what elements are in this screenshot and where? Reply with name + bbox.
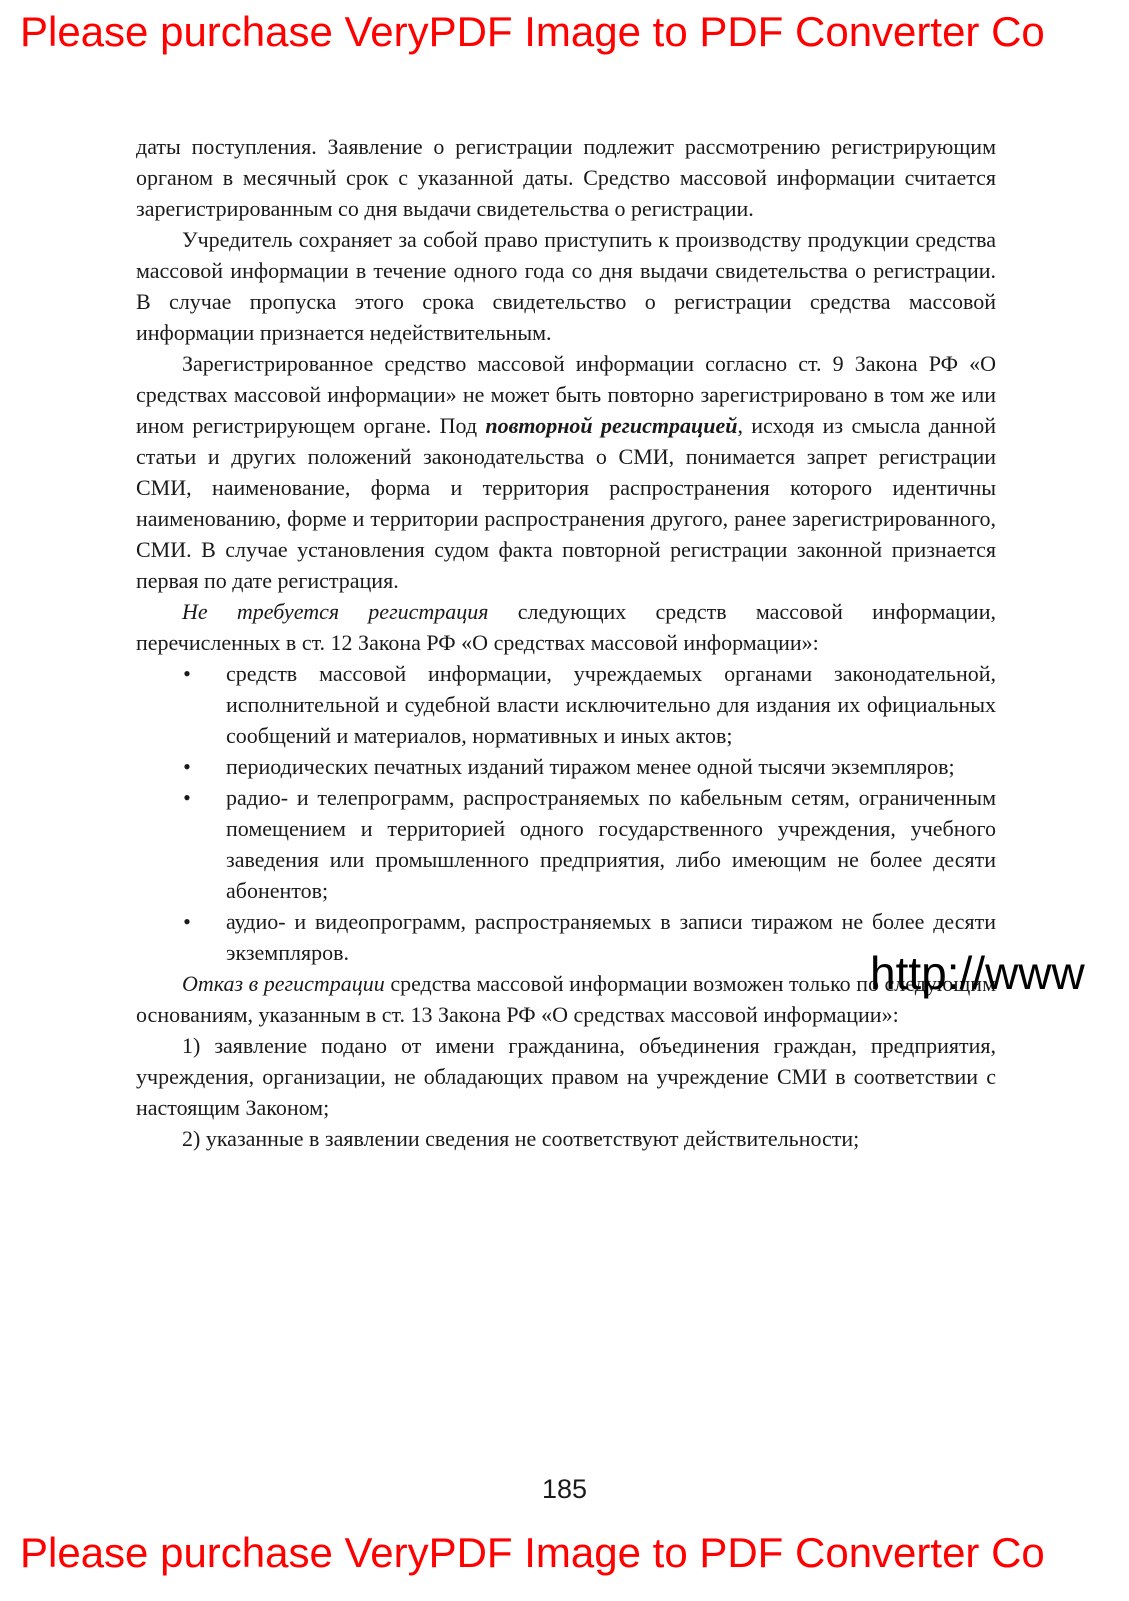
paragraph-5-text: средства массовой информации возможен только по следующим основаниям, указанным в ст. 13 Закона РФ «О средствах массовой информации»: [136, 971, 997, 1027]
list-item-text: средств массовой информации, учреждаемых органами законодательной, исполнительной и судебной власти исключительно для издания их официальных сообщений и материалов, нормативных и иных актов; [226, 661, 996, 748]
list-item-text: аудио- и видеопрограмм, распространяемых в записи тиражом не более десяти экземпляров. [226, 909, 996, 965]
paragraph-2: Учредитель сохраняет за собой право приступить к производству продукции средства массовой информации в течение одного года со дня выдачи свидетельства о регистрации. В случае пропуска этого срока свидетельство о регистрации средства массовой информации признается недействительным. [136, 227, 996, 345]
bullet-icon: • [183, 754, 191, 779]
paragraph-1: даты поступления. Заявление о регистрации подлежит рассмотрению регистрирующим органом в месячный срок с указанной даты. Средство массовой информации считается зарегистрированным со дня выдачи свидетельства о регистрации. [136, 134, 996, 221]
bullet-icon: • [183, 661, 191, 686]
refusal-ground-1: 1) заявление подано от имени гражданина, объединения граждан, предприятия, учреждения, организации, не обладающих правом на учреждение СМИ в соответствии с настоящим Законом; [136, 1033, 996, 1120]
trial-banner-top: Please purchase VeryPDF Image to PDF Converter Co [20, 8, 1045, 55]
list-item [136, 751, 996, 782]
paragraph-4 [136, 596, 996, 658]
document-page [136, 131, 996, 1154]
url-watermark: http://www [870, 947, 1085, 999]
paragraph-5 [136, 968, 996, 1030]
refusal-ground-2: 2) указанные в заявлении сведения не соответствуют действительности; [182, 1126, 860, 1151]
term-registration-refusal: Отказ в регистрации [182, 971, 385, 996]
trial-banner-bottom: Please purchase VeryPDF Image to PDF Converter Co [20, 1529, 1045, 1576]
bullet-icon: • [183, 909, 191, 934]
list-item [136, 658, 996, 751]
paragraph-3 [136, 348, 996, 596]
bullet-icon: • [183, 785, 191, 810]
list-item [136, 906, 996, 968]
paragraph-4-text: следующих средств массовой информации, перечисленных в ст. 12 Закона РФ «О средствах массовой информации»: [136, 599, 996, 655]
list-item [136, 782, 996, 906]
page-number: 185 [541, 1474, 588, 1504]
paragraph-3-text-b: , исходя из смысла данной статьи и других положений законодательства о СМИ, понимается запрет регистрации СМИ, наименование, форма и территория распространения которого идентичны наименованию, форме и территории распространения другого, ранее зарегистрированного, СМИ. В случае установления судом факта повторной регистрации законной признается первая по дате регистрация. [136, 413, 997, 593]
list-item-text: периодических печатных изданий тиражом менее одной тысячи экземпляров; [226, 754, 955, 779]
term-no-registration-required: Не требуется регистрация [182, 599, 489, 624]
paragraph-3-text-a: Зарегистрированное средство массовой информации согласно ст. 9 Закона РФ «О средствах массовой информации» не может быть повторно зарегистрировано в том же или ином регистрирующем органе. Под [136, 351, 996, 438]
exemption-list [136, 658, 996, 968]
list-item-text: радио- и телепрограмм, распространяемых по кабельным сетям, ограниченным помещением и территорией одного государственного учреждения, учебного заведения или промышленного предприятия, либо имеющим не более десяти абонентов; [226, 785, 996, 903]
term-repeat-registration: повторной регистрацией [485, 413, 738, 438]
